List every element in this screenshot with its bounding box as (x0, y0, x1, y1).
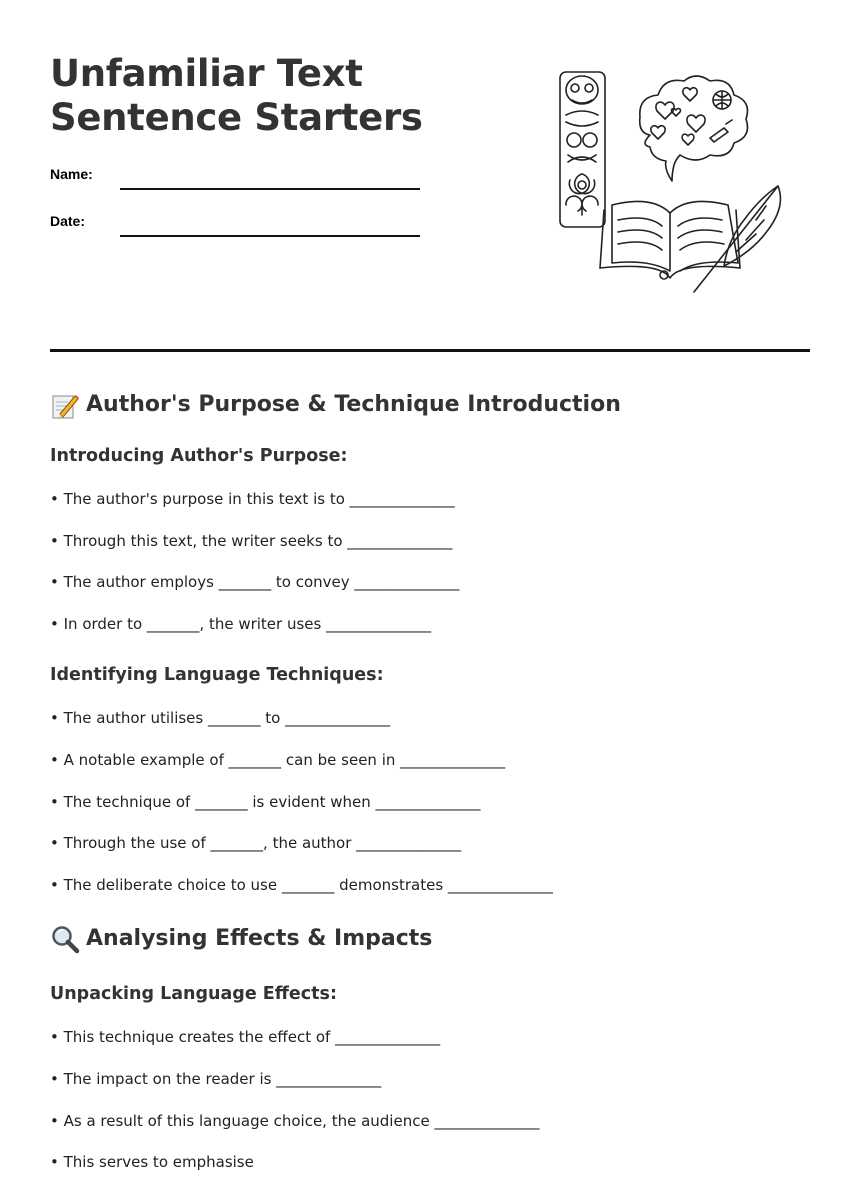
list-item: • A notable example of _______ can be seen in ______________ (50, 750, 506, 769)
name-write-line[interactable] (120, 188, 420, 190)
open-book-icon (600, 201, 740, 279)
header-divider (50, 349, 810, 352)
section-heading (50, 914, 810, 964)
section-authors-purpose (50, 380, 810, 906)
title-line-2: Sentence Starters (50, 96, 423, 139)
list-item: • The technique of _______ is evident when ______________ (50, 792, 481, 811)
section-heading (50, 380, 810, 430)
list-item: • In order to _______, the writer uses ______________ (50, 614, 432, 633)
subheading-language-effects: Unpacking Language Effects: (50, 984, 337, 1005)
name-label: Name: (50, 166, 93, 182)
list-item: • This serves to emphasise (50, 1153, 254, 1172)
list-item: • Through this text, the writer seeks to ______________ (50, 531, 453, 550)
date-write-line[interactable] (120, 235, 420, 237)
section-title: Analysing Effects & Impacts (86, 926, 433, 952)
magnifying-glass-icon (50, 924, 80, 954)
subheading-introducing-purpose: Introducing Author's Purpose: (50, 446, 348, 466)
thought-bubble-icon (640, 76, 748, 181)
list-item: • The author's purpose in this text is to ______________ (50, 490, 455, 508)
section-analysing-effects (50, 914, 810, 1183)
title-line-1: Unfamiliar Text (50, 52, 363, 95)
date-label: Date: (50, 213, 86, 229)
list-item: • Through the use of _______, the author ______________ (50, 834, 462, 853)
worksheet-title (50, 52, 423, 140)
list-item: • The author utilises _______ to ______________ (50, 709, 391, 728)
name-field[interactable] (50, 166, 430, 190)
date-field[interactable] (50, 213, 430, 237)
carved-pou-icon (560, 72, 605, 227)
illustration-book-quill-pou (550, 60, 790, 300)
worksheet-content (50, 380, 810, 1184)
subheading-language-techniques: Identifying Language Techniques: (50, 665, 384, 686)
list-item: • The impact on the reader is ______________ (50, 1069, 382, 1088)
section-title: Author's Purpose & Technique Introduction (86, 392, 621, 417)
list-item: • This technique creates the effect of ______________ (50, 1028, 441, 1047)
list-item: • The author employs _______ to convey ______________ (50, 573, 460, 592)
list-item: • The deliberate choice to use _______ demonstrates ______________ (50, 875, 553, 894)
memo-pencil-icon (50, 390, 80, 420)
list-item: • As a result of this language choice, the audience ______________ (50, 1111, 540, 1130)
